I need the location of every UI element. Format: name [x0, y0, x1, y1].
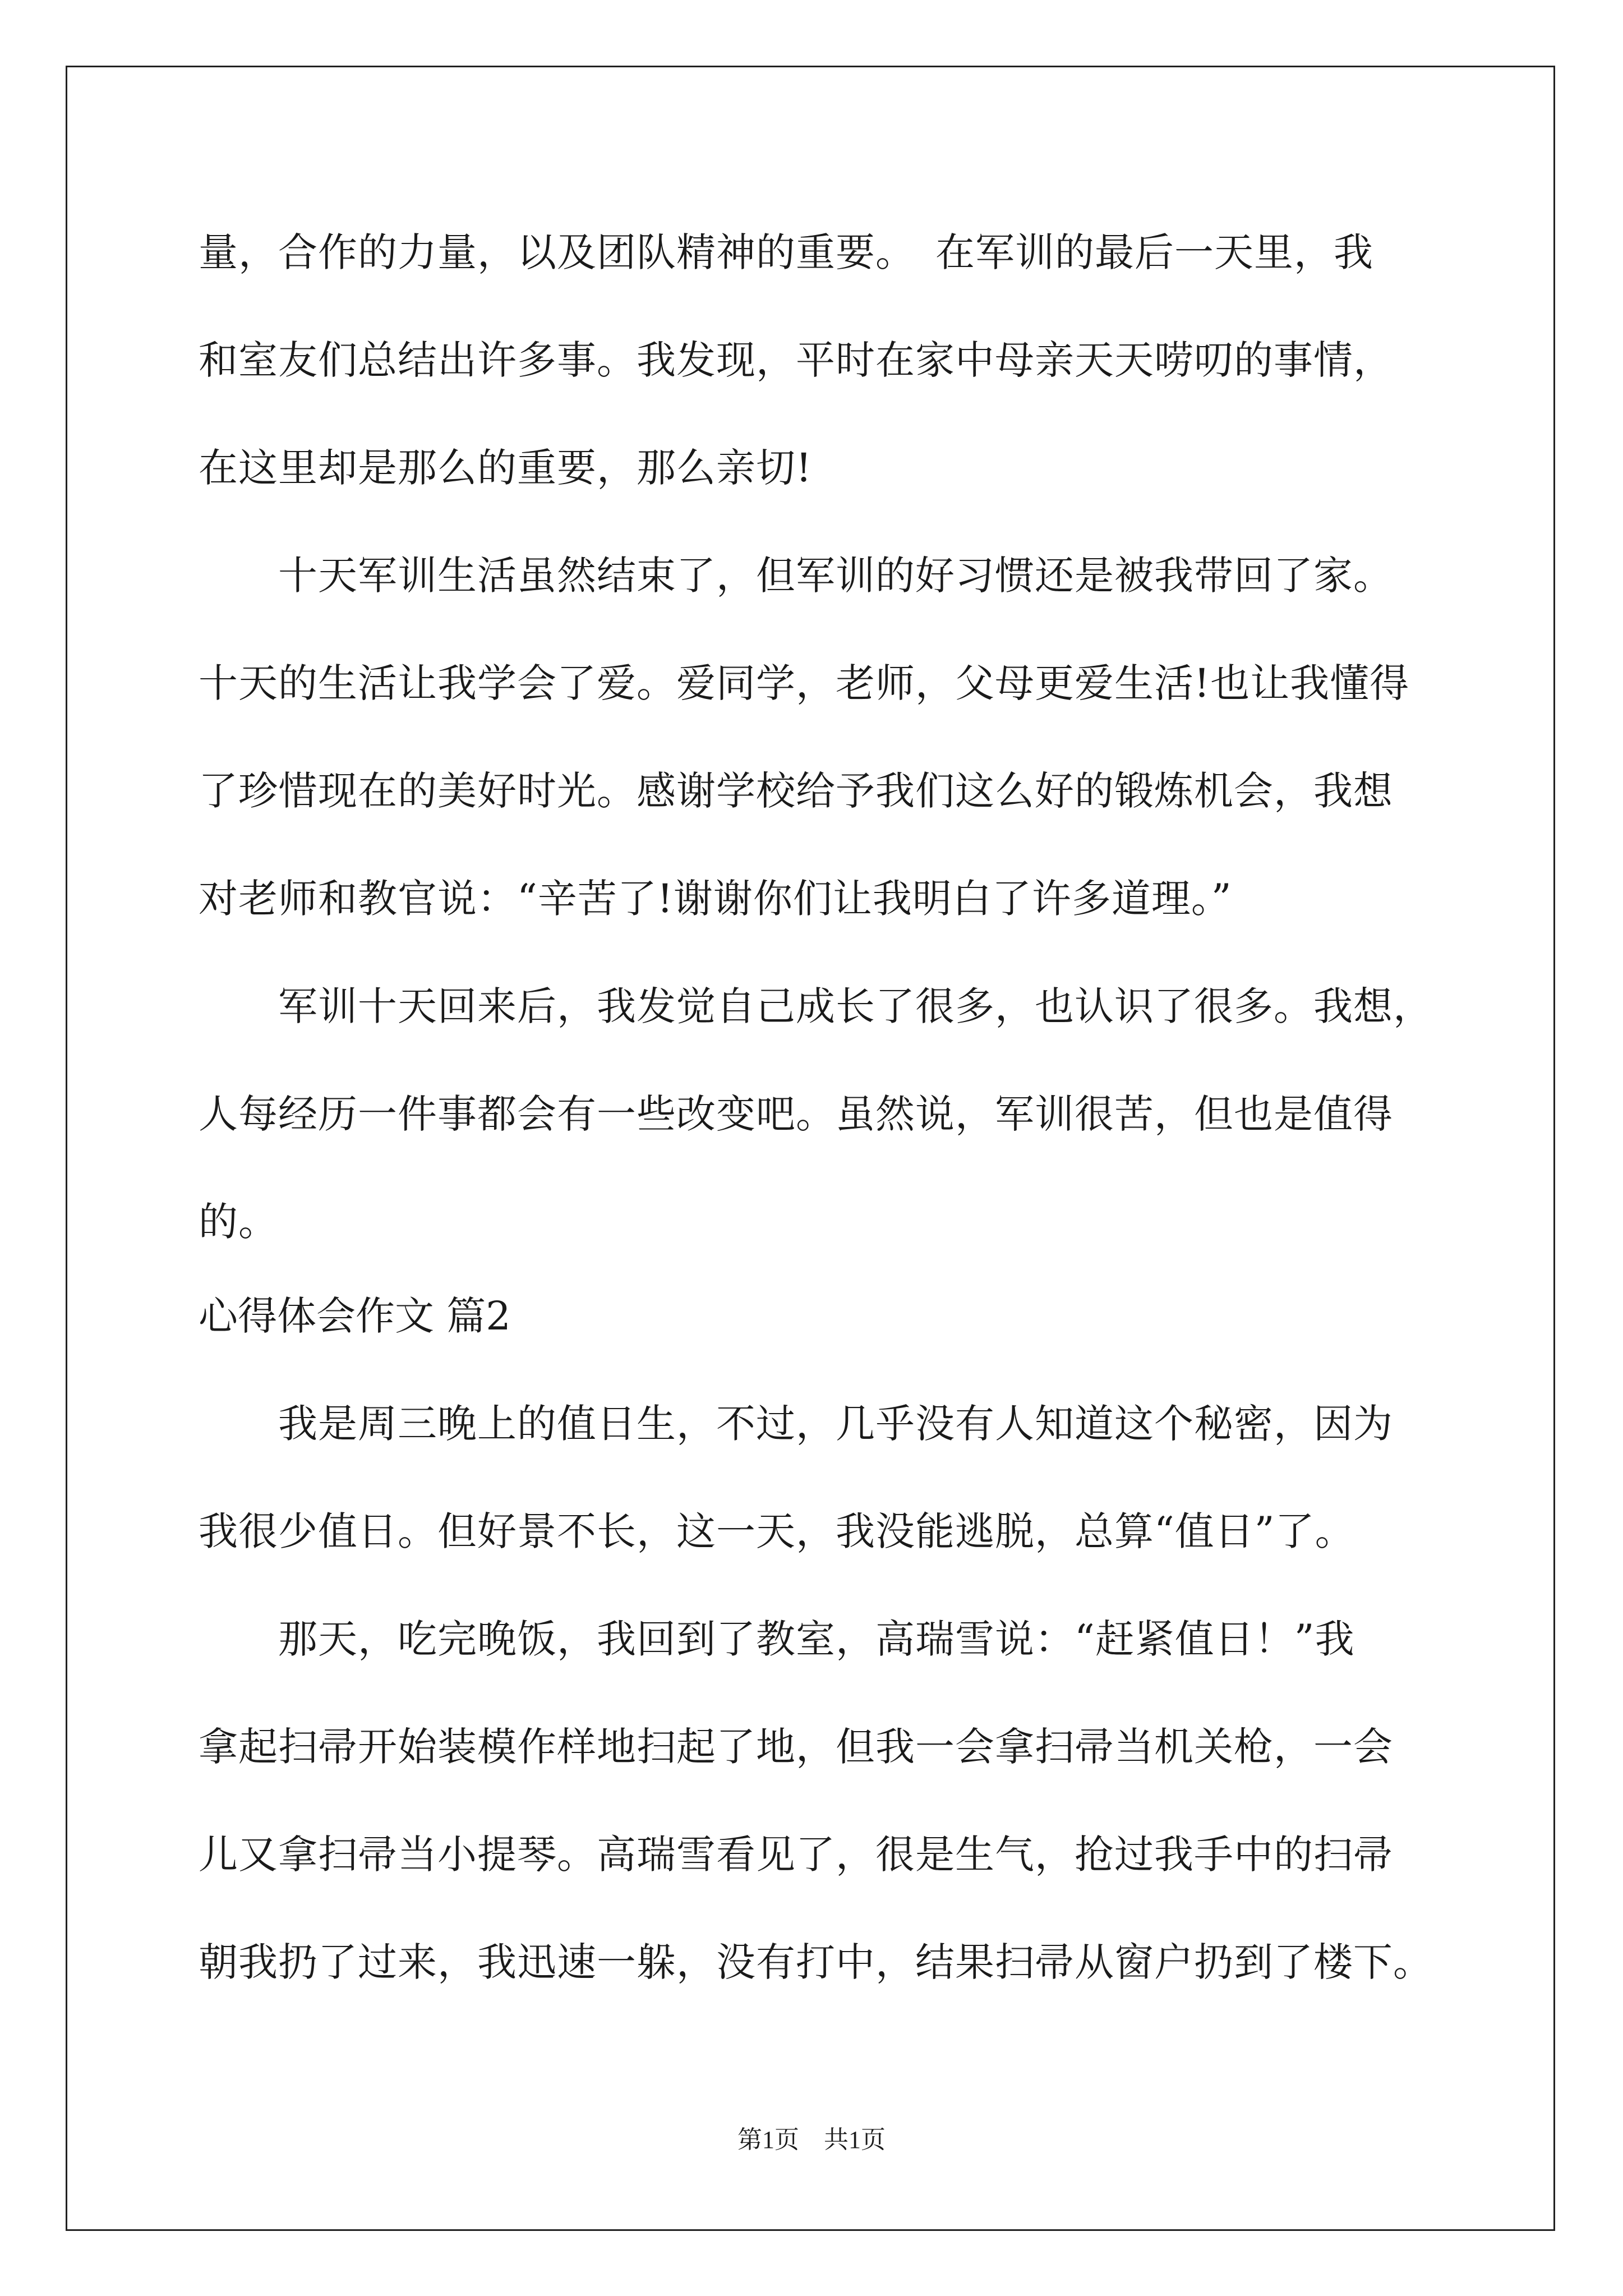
text-line: 那天，吃完晚饭，我回到了教室，高瑞雪说：“赶紧值日！”我: [199, 1616, 1355, 1662]
text-line: 十天军训生活虽然结束了，但军训的好习惯还是被我带回了家。: [199, 553, 1393, 599]
text-line: 我是周三晚上的值日生，不过，几乎没有人知道这个秘密，因为: [199, 1401, 1393, 1447]
text-line: 了珍惜现在的美好时光。感谢学校给予我们这么好的锻炼机会，我想: [199, 768, 1393, 814]
text-line: 十天的生活让我学会了爱。爱同学，老师，父母更爱生活!也让我懂得: [199, 660, 1410, 706]
text-line: 对老师和教官说：“辛苦了!谢谢你们让我明白了许多道理。”: [199, 876, 1232, 922]
page-border: [66, 66, 1555, 2231]
text-line: 军训十天回来后，我发觉自己成长了很多，也认识了很多。我想，: [199, 983, 1433, 1029]
section-heading: 心得体会作文 篇2: [199, 1293, 511, 1339]
text-line: 儿又拿扫帚当小提琴。高瑞雪看见了，很是生气，抢过我手中的扫帚: [199, 1832, 1393, 1878]
text-line: 朝我扔了过来，我迅速一躲，没有打中，结果扫帚从窗户扔到了楼下。: [199, 1939, 1433, 1985]
text-line: 人每经历一件事都会有一些改变吧。虽然说，军训很苦，但也是值得: [199, 1091, 1393, 1137]
text-line: 的。: [199, 1199, 278, 1245]
text-line: 和室友们总结出许多事。我发现，平时在家中母亲天天唠叨的事情，: [199, 337, 1393, 383]
text-line: 在这里却是那么的重要，那么亲切!: [199, 445, 813, 491]
text-line: 量，合作的力量，以及团队精神的重要。 在军训的最后一天里，我: [199, 229, 1373, 275]
text-line: 拿起扫帚开始装模作样地扫起了地，但我一会拿扫帚当机关枪，一会: [199, 1724, 1393, 1770]
text-line: 我很少值日。但好景不长，这一天，我没能逃脱，总算“值日”了。: [199, 1508, 1355, 1554]
page-number: 第1页 共1页: [737, 2126, 886, 2154]
